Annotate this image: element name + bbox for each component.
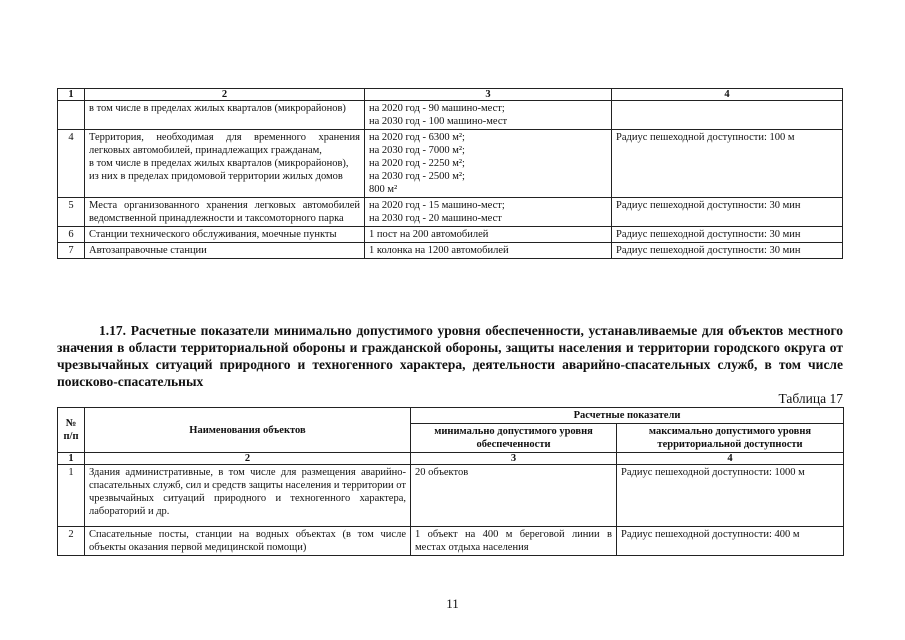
column-number: 4	[612, 89, 843, 101]
object-name	[85, 130, 365, 198]
calc-line: 800 м²	[369, 184, 398, 195]
walking-radius: Радиус пешеходной доступности: 100 м	[612, 130, 843, 198]
column-number: 1	[58, 453, 85, 465]
name-line: из них в пределах придомовой территории жилых домов	[89, 171, 343, 182]
walking-radius	[612, 101, 843, 130]
table-row	[58, 465, 844, 527]
calc-line: на 2030 год - 2500 м²;	[369, 171, 465, 182]
calc-value	[365, 130, 612, 198]
walking-radius: Радиус пешеходной доступности: 30 мин	[612, 198, 843, 227]
page-number: 11	[446, 596, 459, 611]
calc-line: на 2020 год - 6300 м²;	[369, 132, 465, 143]
calc-value: 1 колонка на 1200 автомобилей	[365, 243, 612, 259]
column-number: 2	[85, 89, 365, 101]
parking-norms-table	[57, 88, 843, 259]
header-object-name: Наименования объектов	[85, 408, 411, 453]
walking-radius: Радиус пешеходной доступности: 30 мин	[612, 243, 843, 259]
row-number	[58, 101, 85, 130]
object-name: Спасательные посты, станции на водных объектах (в том числе объекты оказания первой медицинской помощи)	[85, 527, 411, 556]
min-level-value: 20 объектов	[411, 465, 617, 527]
max-level-value: Радиус пешеходной доступности: 1000 м	[617, 465, 844, 527]
table-row	[58, 130, 843, 198]
object-name: Здания административные, в том числе для размещения аварийно-спасательных служб, сил и средств защиты населения и территории от чрезвычайных ситуаций природного и техногенного характера, лабораторий и др.	[85, 465, 411, 527]
name-line: Территория, необходимая для временного хранения легковых автомобилей, принадлежащих гражданам,	[89, 132, 360, 156]
row-number: 1	[58, 465, 85, 527]
calc-line: на 2030 год - 20 машино-мест	[369, 213, 502, 224]
name-line: в том числе в пределах жилых кварталов (микрорайонов),	[89, 158, 349, 169]
table-row	[58, 101, 843, 130]
column-number: 4	[617, 453, 844, 465]
row-number: 4	[58, 130, 85, 198]
table-row	[58, 243, 843, 259]
calc-line: на 2020 год - 90 машино-мест;	[369, 103, 505, 114]
column-number: 1	[58, 89, 85, 101]
object-name: Автозаправочные станции	[85, 243, 365, 259]
header-max-level: максимально допустимого уровня территориальной доступности	[617, 424, 844, 453]
object-name: Станции технического обслуживания, моечные пункты	[85, 227, 365, 243]
table-row	[58, 527, 844, 556]
row-number: 5	[58, 198, 85, 227]
calc-line: на 2020 год - 2250 м²;	[369, 158, 465, 169]
object-name: Места организованного хранения легковых автомобилей ведомственной принадлежности и таксомоторного парка	[85, 198, 365, 227]
calc-value: 1 пост на 200 автомобилей	[365, 227, 612, 243]
calc-line: на 2030 год - 100 машино-мест	[369, 116, 508, 127]
table-row	[58, 198, 843, 227]
row-number: 7	[58, 243, 85, 259]
table-caption: Таблица 17	[778, 391, 843, 406]
header-calc-group: Расчетные показатели	[411, 408, 844, 424]
civil-defense-norms-table	[57, 407, 844, 556]
calc-value	[365, 198, 612, 227]
calc-line: на 2030 год - 7000 м²;	[369, 145, 465, 156]
max-level-value: Радиус пешеходной доступности: 400 м	[617, 527, 844, 556]
object-name: в том числе в пределах жилых кварталов (микрорайонов)	[85, 101, 365, 130]
min-level-value: 1 объект на 400 м береговой линии в местах отдыха населения	[411, 527, 617, 556]
column-number: 2	[85, 453, 411, 465]
column-number: 3	[411, 453, 617, 465]
column-number: 3	[365, 89, 612, 101]
table-header-row	[58, 408, 844, 424]
column-number-row	[58, 89, 843, 101]
header-min-level: минимально допустимого уровня обеспеченности	[411, 424, 617, 453]
calc-line: на 2020 год - 15 машино-мест;	[369, 200, 505, 211]
section-heading: 1.17. Расчетные показатели минимально допустимого уровня обеспеченности, устанавливаемые для объектов местного значения в области территориальной обороны и гражданской обороны, защиты населения и территории городского округа от чрезвычайных ситуаций природного и техногенного характера, деятельности аварийно-спасательных служб, в том числе поисково-спасательных	[57, 323, 843, 389]
walking-radius: Радиус пешеходной доступности: 30 мин	[612, 227, 843, 243]
header-number: № п/п	[58, 408, 85, 453]
table-row	[58, 227, 843, 243]
row-number: 6	[58, 227, 85, 243]
row-number: 2	[58, 527, 85, 556]
column-number-row	[58, 453, 844, 465]
calc-value	[365, 101, 612, 130]
